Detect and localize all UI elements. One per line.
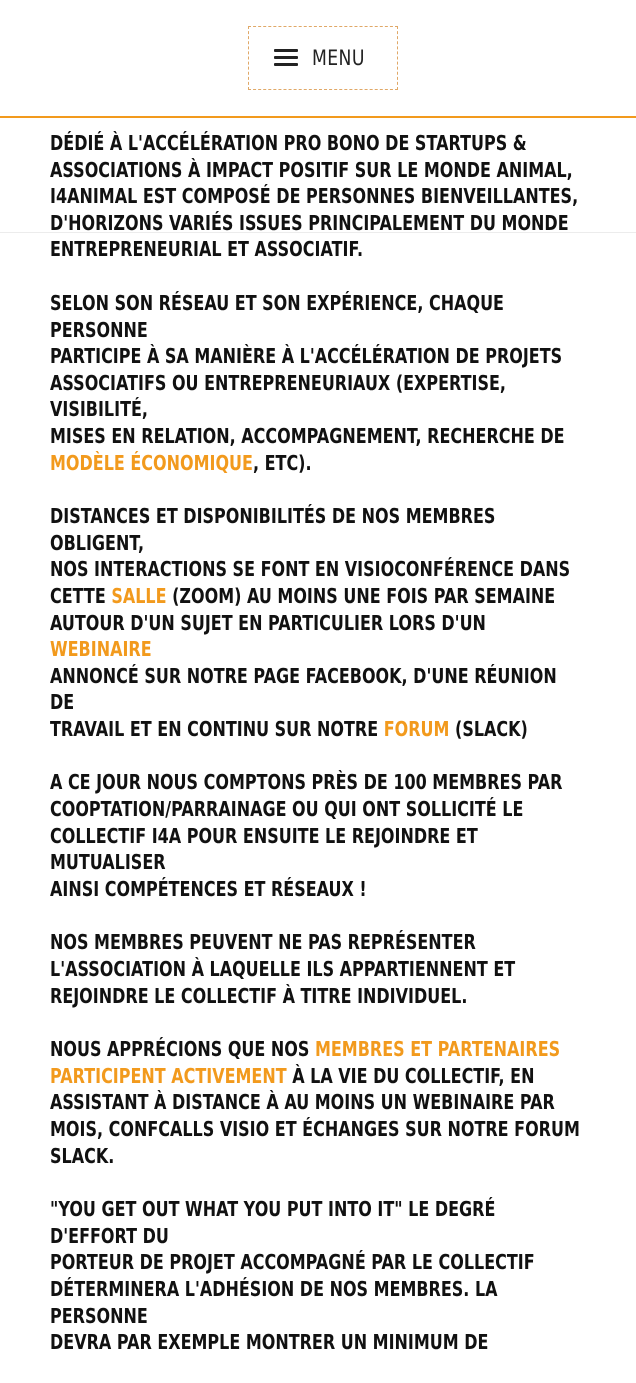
text-segment: D'HORIZONS VARIÉS ISSUES PRINCIPALEMENT DU MONDE: [50, 210, 569, 235]
text-segment: COOPTATION/PARRAINAGE OU QUI ONT SOLLICITÉ LE: [50, 797, 524, 822]
text-segment: TRAVAIL ET EN CONTINU SUR NOTRE: [50, 716, 384, 741]
text-segment: À LA VIE DU COLLECTIF, EN: [286, 1063, 535, 1088]
paragraph: [50, 929, 585, 1009]
text-segment: CETTE: [50, 583, 112, 608]
text-segment: I4ANIMAL EST COMPOSÉ DE PERSONNES BIENVEILLANTES,: [50, 184, 579, 209]
text-segment: PARTICIPE À SA MANIÈRE À L'ACCÉLÉRATION DE PROJETS: [50, 344, 563, 369]
text-segment: "YOU GET OUT WHAT YOU PUT INTO IT" LE DEGRÉ D'EFFORT DU: [50, 1197, 496, 1248]
hamburger-icon: [274, 49, 298, 67]
text-segment: DÉDIÉ À L'ACCÉLÉRATION PRO BONO DE STARTUPS &: [50, 131, 527, 155]
text-segment: DISTANCES ET DISPONIBILITÉS DE NOS MEMBRES OBLIGENT,: [50, 504, 496, 555]
text-segment: (ZOOM) AU MOINS UNE FOIS PAR SEMAINE: [166, 583, 556, 608]
text-segment: NOUS APPRÉCIONS QUE NOS: [50, 1037, 315, 1062]
inline-link[interactable]: MEMBRES ET PARTENAIRES: [314, 1037, 561, 1062]
text-segment: NOS INTERACTIONS SE FONT EN VISIOCONFÉRENCE DANS: [50, 557, 571, 582]
text-segment: ASSOCIATIFS OU ENTREPRENEURIAUX (EXPERTISE, VISIBILITÉ,: [50, 370, 506, 422]
inline-link[interactable]: SALLE: [111, 583, 167, 608]
inline-link[interactable]: MODÈLE ÉCONOMIQUE: [50, 450, 253, 475]
main-content: [50, 130, 585, 1383]
text-segment: ASSOCIATIONS À IMPACT POSITIF SUR LE MONDE ANIMAL,: [50, 157, 573, 182]
text-segment: COLLECTIF I4A POUR ENSUITE LE REJOINDRE ET MUTUALISER: [50, 823, 478, 875]
paragraph: [50, 769, 585, 902]
paragraph: [50, 1036, 585, 1169]
inline-link[interactable]: FORUM: [383, 716, 450, 741]
inline-link[interactable]: PARTICIPENT ACTIVEMENT: [50, 1063, 287, 1088]
paragraph: [50, 130, 585, 263]
text-segment: ASSISTANT À DISTANCE À AU MOINS UN WEBINAIRE PAR: [50, 1090, 555, 1115]
text-segment: L'ASSOCIATION À LAQUELLE ILS APPARTIENNENT ET: [50, 957, 516, 982]
text-segment: MOIS, CONFCALLS VISIO ET ÉCHANGES SUR NOTRE FORUM: [50, 1117, 580, 1141]
menu-button[interactable]: [248, 26, 398, 90]
text-segment: (SLACK): [449, 716, 528, 741]
paragraph: [50, 290, 585, 476]
text-segment: AINSI COMPÉTENCES ET RÉSEAUX !: [50, 876, 367, 901]
text-segment: PORTEUR DE PROJET ACCOMPAGNÉ PAR LE COLLECTIF: [50, 1250, 535, 1275]
inline-link[interactable]: WEBINAIRE: [50, 637, 152, 662]
paragraph: [50, 1196, 585, 1356]
text-segment: ANNONCÉ SUR NOTRE PAGE FACEBOOK, D'UNE RÉUNION DE: [50, 663, 557, 715]
site-header: [0, 0, 636, 116]
text-segment: SLACK.: [50, 1143, 115, 1168]
text-segment: SELON SON RÉSEAU ET SON EXPÉRIENCE, CHAQUE PERSONNE: [50, 290, 504, 342]
paragraph: [50, 503, 585, 742]
text-segment: NOS MEMBRES PEUVENT NE PAS REPRÉSENTER: [50, 930, 476, 955]
text-segment: REJOINDRE LE COLLECTIF À TITRE INDIVIDUEL.: [50, 983, 468, 1008]
text-segment: A CE JOUR NOUS COMPTONS PRÈS DE 100 MEMBRES PAR: [50, 770, 563, 795]
menu-label: MENU: [312, 46, 365, 70]
text-segment: ENTREPRENEURIAL ET ASSOCIATIF.: [50, 237, 364, 262]
text-segment: DEVRA PAR EXEMPLE MONTRER UN MINIMUM DE: [50, 1330, 489, 1355]
text-segment: AUTOUR D'UN SUJET EN PARTICULIER LORS D'UN: [50, 610, 486, 635]
text-segment: , ETC).: [252, 450, 312, 475]
text-segment: DÉTERMINERA L'ADHÉSION DE NOS MEMBRES. LA PERSONNE: [50, 1276, 498, 1328]
header-divider: [0, 116, 636, 118]
text-segment: MISES EN RELATION, ACCOMPAGNEMENT, RECHERCHE DE: [50, 423, 565, 448]
